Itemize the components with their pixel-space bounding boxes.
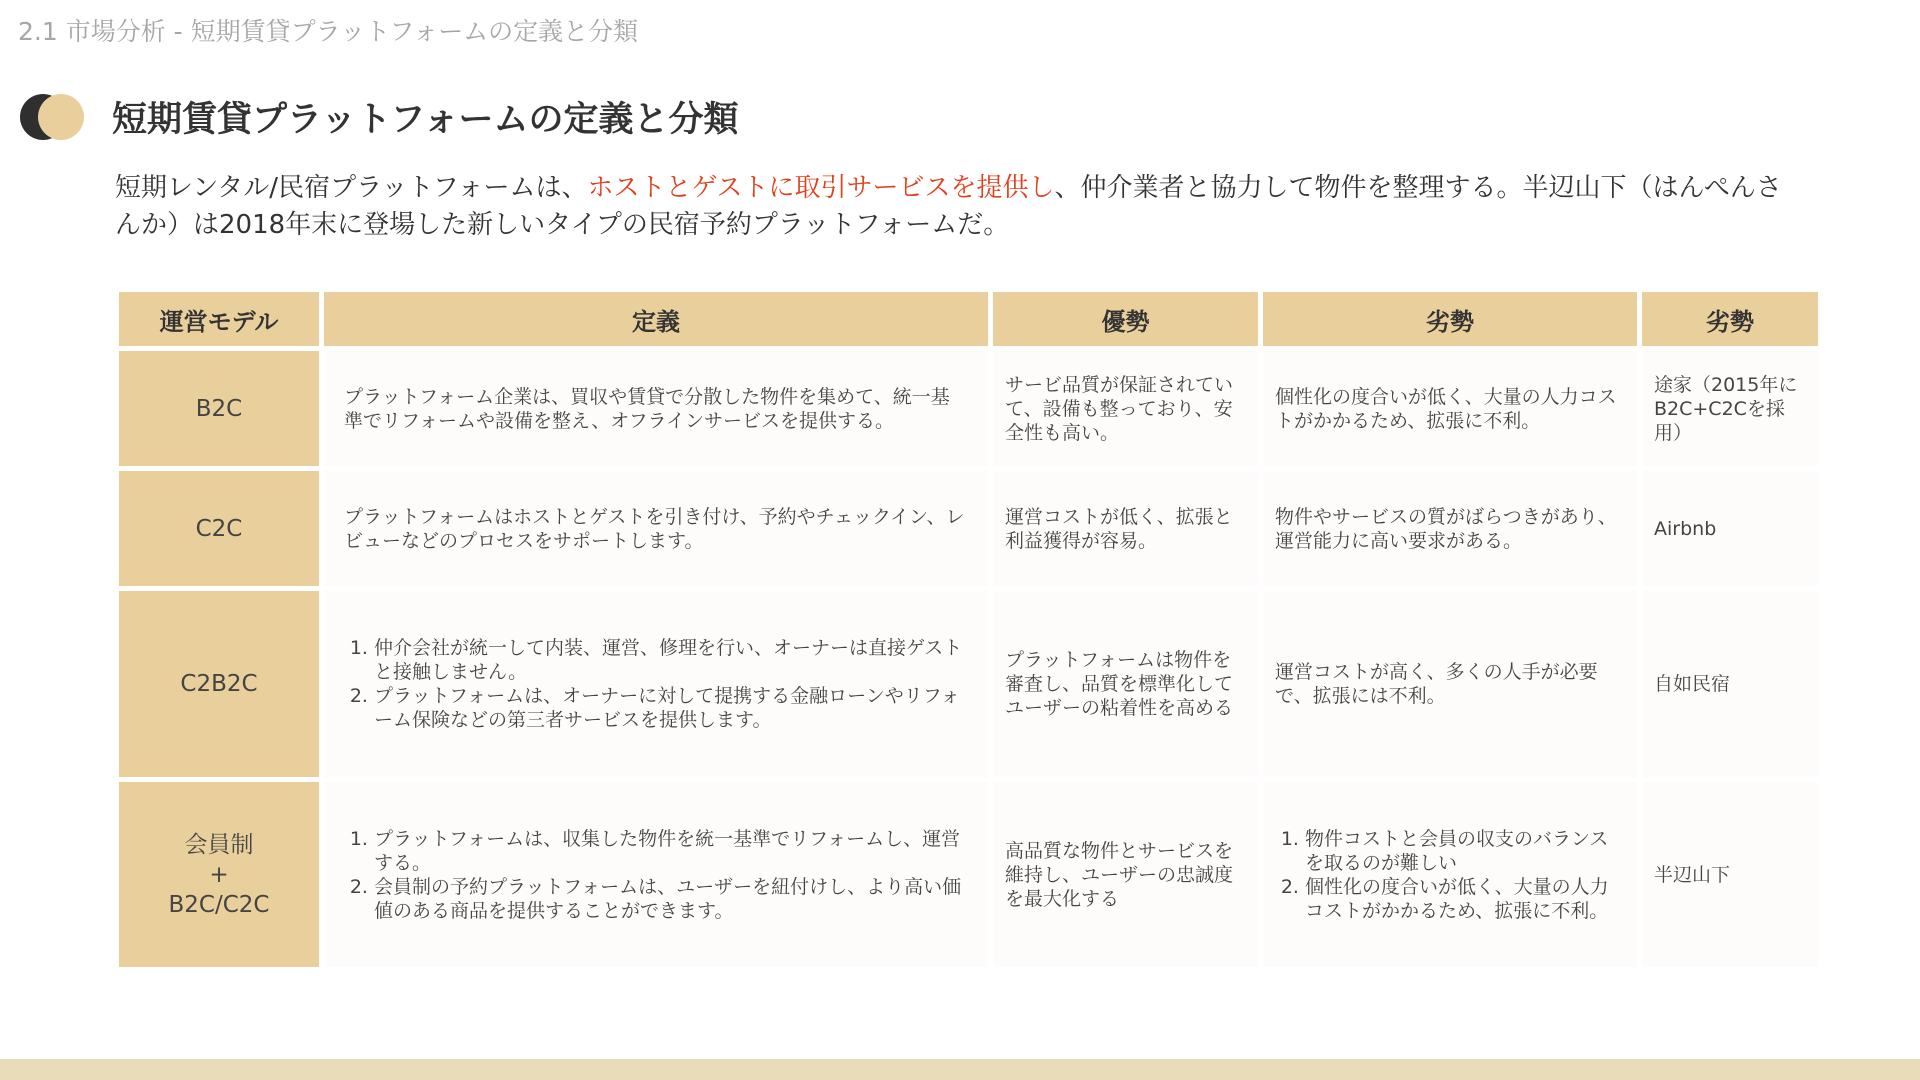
definition-cell (324, 591, 988, 777)
table-row (119, 782, 1818, 967)
table-row (119, 591, 1818, 777)
list-item: 1. プラットフォームは、収集した物件を統一基準でリフォームし、運営する。 (374, 827, 968, 875)
bottom-band (0, 1059, 1920, 1080)
definition-list (344, 827, 968, 923)
list-item: 2. 個性化の度合いが低く、大量の人力コストがかかるため、拡張に不利。 (1305, 875, 1625, 923)
definition-cell (324, 782, 988, 967)
overlapping-circles-icon (20, 92, 86, 142)
model-label: B2C (195, 395, 243, 422)
advantage-cell: サービ品質が保証されていて、設備も整っており、安全性も高い。 (993, 351, 1258, 466)
disadvantage-cell: 物件やサービスの質がばらつきがあり、運営能力に高い要求がある。 (1263, 471, 1637, 586)
disadvantage-list (1275, 827, 1625, 923)
header-definition: 定義 (324, 292, 988, 346)
list-item: 1. 仲介会社が統一して内装、運営、修理を行い、オーナーは直接ゲストと接触しません。 (374, 636, 968, 684)
model-cell (119, 782, 319, 967)
advantage-cell: 高品質な物件とサービスを維持し、ユーザーの忠誠度を最大化する (993, 782, 1258, 967)
intro-text-before: 短期レンタル/民宿プラットフォームは、 (115, 173, 588, 203)
header-advantage: 優勢 (993, 292, 1258, 346)
advantage-cell: プラットフォームは物件を審査し、品質を標準化してユーザーの粘着性を高める (993, 591, 1258, 777)
model-cell (119, 591, 319, 777)
advantage-cell: 運営コストが低く、拡張と利益獲得が容易。 (993, 471, 1258, 586)
example-cell: 途家（2015年にB2C+C2Cを採用） (1642, 351, 1818, 466)
list-item: 2. 会員制の予約プラットフォームは、ユーザーを紐付けし、より高い価値のある商品を提供することができます。 (374, 875, 968, 923)
disadvantage-cell (1263, 782, 1637, 967)
definition-cell: プラットフォーム企業は、買収や賃貸で分散した物件を集めて、統一基準でリフォームや設備を整え、オフラインサービスを提供する。 (324, 351, 988, 466)
intro-highlight: ホストとゲストに取引サービスを提供し (587, 173, 1055, 203)
definition-cell: プラットフォームはホストとゲストを引き付け、予約やチェックイン、レビューなどのプロセスをサポートします。 (324, 471, 988, 586)
table-row (119, 471, 1818, 586)
disadvantage-cell: 運営コストが高く、多くの人手が必要で、拡張には不利。 (1263, 591, 1637, 777)
intro-paragraph (115, 170, 1795, 244)
model-label-plus: + (209, 861, 229, 888)
example-cell: 半辺山下 (1642, 782, 1818, 967)
table-row (119, 351, 1818, 466)
disadvantage-cell: 個性化の度合いが低く、大量の人力コストがかかるため、拡張に不利。 (1263, 351, 1637, 466)
header-disadvantage: 劣勢 (1263, 292, 1637, 346)
table-header-row (119, 292, 1818, 346)
example-cell: 自如民宿 (1642, 591, 1818, 777)
header-example: 劣勢 (1642, 292, 1818, 346)
platform-table (114, 287, 1823, 972)
definition-list (344, 636, 968, 732)
title-row (20, 92, 739, 142)
intro-text-after: 、仲介業者と協力して物件を整理する。半辺山下（はんぺんさんか）は2018年末に登場した新しいタイプの民宿予約プラットフォームだ。 (115, 173, 1782, 240)
page-title: 短期賃貸プラットフォームの定義と分類 (112, 100, 739, 140)
breadcrumb: 2.1 市場分析 - 短期賃貸プラットフォームの定義と分類 (18, 17, 639, 46)
model-label: C2C (195, 515, 243, 542)
light-circle (38, 94, 84, 140)
model-cell (119, 471, 319, 586)
list-item: 2. プラットフォームは、オーナーに対して提携する金融ローンやリフォーム保険などの第三者サービスを提供します。 (374, 684, 968, 732)
model-label: C2B2C (180, 671, 258, 697)
list-item: 1. 物件コストと会員の収支のバランスを取るのが難しい (1305, 827, 1625, 875)
model-cell (119, 351, 319, 466)
example-cell: Airbnb (1642, 471, 1818, 586)
model-label: 会員制 (184, 831, 254, 858)
header-model: 運営モデル (119, 292, 319, 346)
model-label-sub: B2C/C2C (168, 891, 270, 918)
